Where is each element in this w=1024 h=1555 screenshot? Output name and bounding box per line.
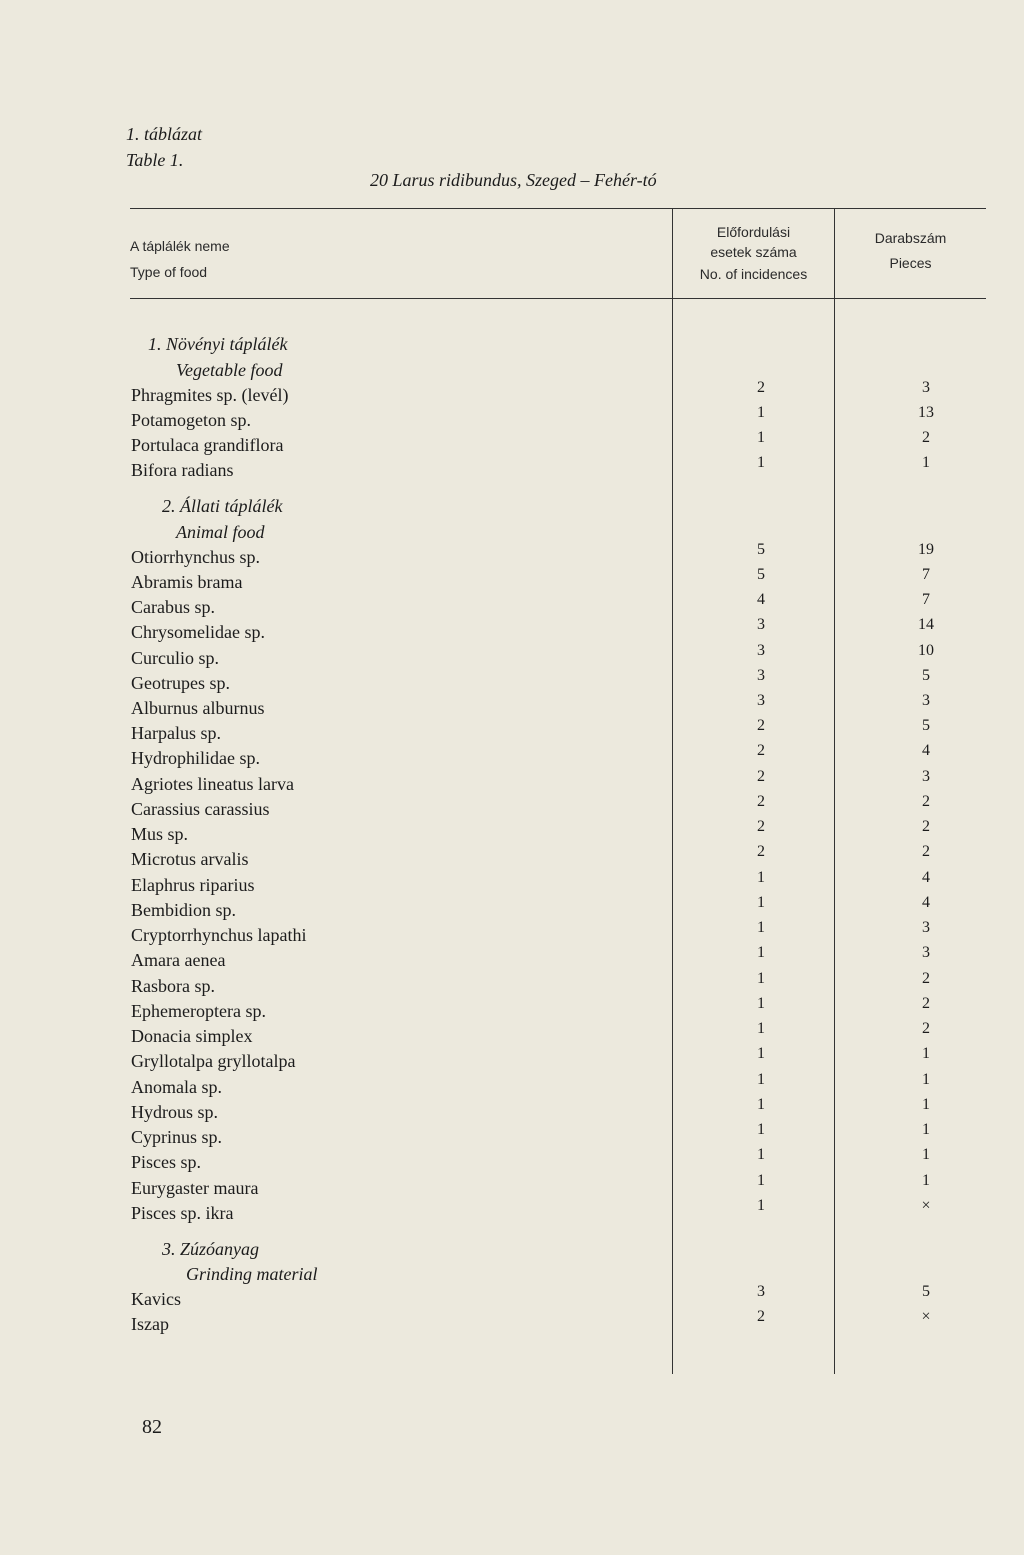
incidences-value: 2 [757,818,765,835]
food-name: Carabus sp. [131,597,215,617]
food-name: Elaphrus riparius [131,875,255,895]
incidences-value: 1 [757,429,765,446]
pieces-value: 3 [922,692,930,709]
incidences-value: 4 [757,591,765,608]
pieces-value: 1 [922,1121,930,1138]
food-name: Pisces sp. [131,1152,202,1172]
food-name: Geotrupes sp. [131,673,230,693]
pieces-value: 1 [922,1045,930,1062]
pieces-value: 13 [918,404,934,421]
pieces-value: 4 [922,894,930,911]
section-title-en: Vegetable food [176,360,283,380]
food-name: Bembidion sp. [131,900,237,920]
food-name: Ephemeroptera sp. [131,1001,266,1021]
pieces-value: 2 [922,1020,930,1037]
pieces-value: 5 [922,667,930,684]
food-name: Microtus arvalis [131,849,249,869]
food-name: Bifora radians [131,460,234,480]
incidences-value: 1 [757,919,765,936]
table-title: 20 Larus ridibundus, Szeged – Fehér-tó [370,170,657,190]
pieces-value: 2 [922,818,930,835]
pieces-value: 4 [922,869,930,886]
section-title-hu: 1. Növényi táplálék [148,334,288,354]
header-incidences-hu-1: Előfordulási [716,224,791,240]
food-name: Cryptorrhynchus lapathi [131,925,307,945]
incidences-value: 3 [757,1283,765,1300]
incidences-value: 1 [757,454,765,471]
food-name: Gryllotalpa gryllotalpa [131,1051,296,1071]
incidences-value: 1 [757,1020,765,1037]
incidences-value: 1 [757,1096,765,1113]
incidences-value: 2 [757,843,765,860]
food-name: Hydrophilidae sp. [131,748,260,768]
food-name: Pisces sp. ikra [131,1203,234,1223]
table-label-hu: 1. táblázat [126,124,203,144]
incidences-value: 2 [757,768,765,785]
food-name: Abramis brama [131,572,243,592]
incidences-value: 1 [757,1071,765,1088]
incidences-value: 3 [757,616,765,633]
incidences-value: 1 [757,1172,765,1189]
incidences-value: 5 [757,541,765,558]
pieces-value: 2 [922,970,930,987]
food-name: Agriotes lineatus larva [131,774,294,794]
food-name: Amara aenea [131,950,226,970]
food-name: Otiorrhynchus sp. [131,547,260,567]
incidences-value: 1 [757,970,765,987]
incidences-value: 3 [757,692,765,709]
pieces-value: 3 [922,379,930,396]
pieces-value: 2 [922,793,930,810]
incidences-value: 3 [757,642,765,659]
incidences-value: 5 [757,566,765,583]
incidences-value: 2 [757,793,765,810]
pieces-value: × [921,1197,931,1214]
pieces-value: 2 [922,995,930,1012]
pieces-value: 4 [922,742,930,759]
pieces-value: 10 [918,642,934,659]
table-header-rule [130,298,986,299]
pieces-value: 1 [922,454,930,471]
pieces-value: 1 [922,1096,930,1113]
incidences-value: 1 [757,1146,765,1163]
food-name: Mus sp. [131,824,189,844]
header-type-en: Type of food [130,264,208,280]
section-title-en: Grinding material [186,1264,318,1284]
pieces-value: 2 [922,843,930,860]
incidences-value: 3 [757,667,765,684]
pieces-value: 7 [922,566,930,583]
incidences-value: 1 [757,894,765,911]
food-name: Potamogeton sp. [131,410,251,430]
incidences-value: 1 [757,944,765,961]
incidences-value: 2 [757,1308,765,1325]
pieces-value: 1 [922,1172,930,1189]
food-name: Hydrous sp. [131,1102,219,1122]
incidences-value: 2 [757,717,765,734]
incidences-value: 1 [757,869,765,886]
food-name: Phragmites sp. (levél) [131,385,289,405]
table-label-en: Table 1. [126,150,184,170]
food-name: Eurygaster maura [131,1178,259,1198]
food-name: Portulaca grandiflora [131,435,284,455]
food-name: Harpalus sp. [131,723,221,743]
pieces-value: 19 [918,541,934,558]
pieces-value: 2 [922,429,930,446]
pieces-value: 5 [922,717,930,734]
pieces-value: 14 [918,616,934,633]
incidences-value: 1 [757,404,765,421]
pieces-value: 3 [922,944,930,961]
food-name: Curculio sp. [131,648,219,668]
header-type-hu: A táplálék neme [130,238,230,254]
section-title-hu: 3. Zúzóanyag [162,1239,260,1259]
incidences-value: 1 [757,1121,765,1138]
incidences-value: 1 [757,995,765,1012]
pieces-value: 7 [922,591,930,608]
incidences-value: 2 [757,379,765,396]
pieces-value: 1 [922,1071,930,1088]
food-name: Cyprinus sp. [131,1127,223,1147]
food-name: Chrysomelidae sp. [131,622,265,642]
food-name: Kavics [131,1289,181,1309]
incidences-value: 1 [757,1197,765,1214]
section-title-hu: 2. Állati táplálék [162,496,283,516]
incidences-value: 2 [757,742,765,759]
pieces-value: 1 [922,1146,930,1163]
header-pieces-hu: Darabszám [874,230,947,246]
header-incidences-hu-2: esetek száma [710,244,797,260]
pieces-value: 3 [922,768,930,785]
header-pieces-en: Pieces [889,255,932,271]
column-divider-1 [672,208,673,1374]
pieces-value: 5 [922,1283,930,1300]
food-name: Iszap [131,1314,169,1334]
food-name: Donacia simplex [131,1026,253,1046]
food-name: Alburnus alburnus [131,698,265,718]
food-name: Rasbora sp. [131,976,215,996]
page-number: 82 [142,1416,162,1438]
pieces-value: × [921,1308,931,1325]
food-name: Carassius carassius [131,799,270,819]
column-divider-2 [834,208,835,1374]
table-top-rule [130,208,986,209]
section-title-en: Animal food [176,522,265,542]
header-incidences-en: No. of incidences [699,266,808,282]
pieces-value: 3 [922,919,930,936]
food-name: Anomala sp. [131,1077,222,1097]
incidences-value: 1 [757,1045,765,1062]
